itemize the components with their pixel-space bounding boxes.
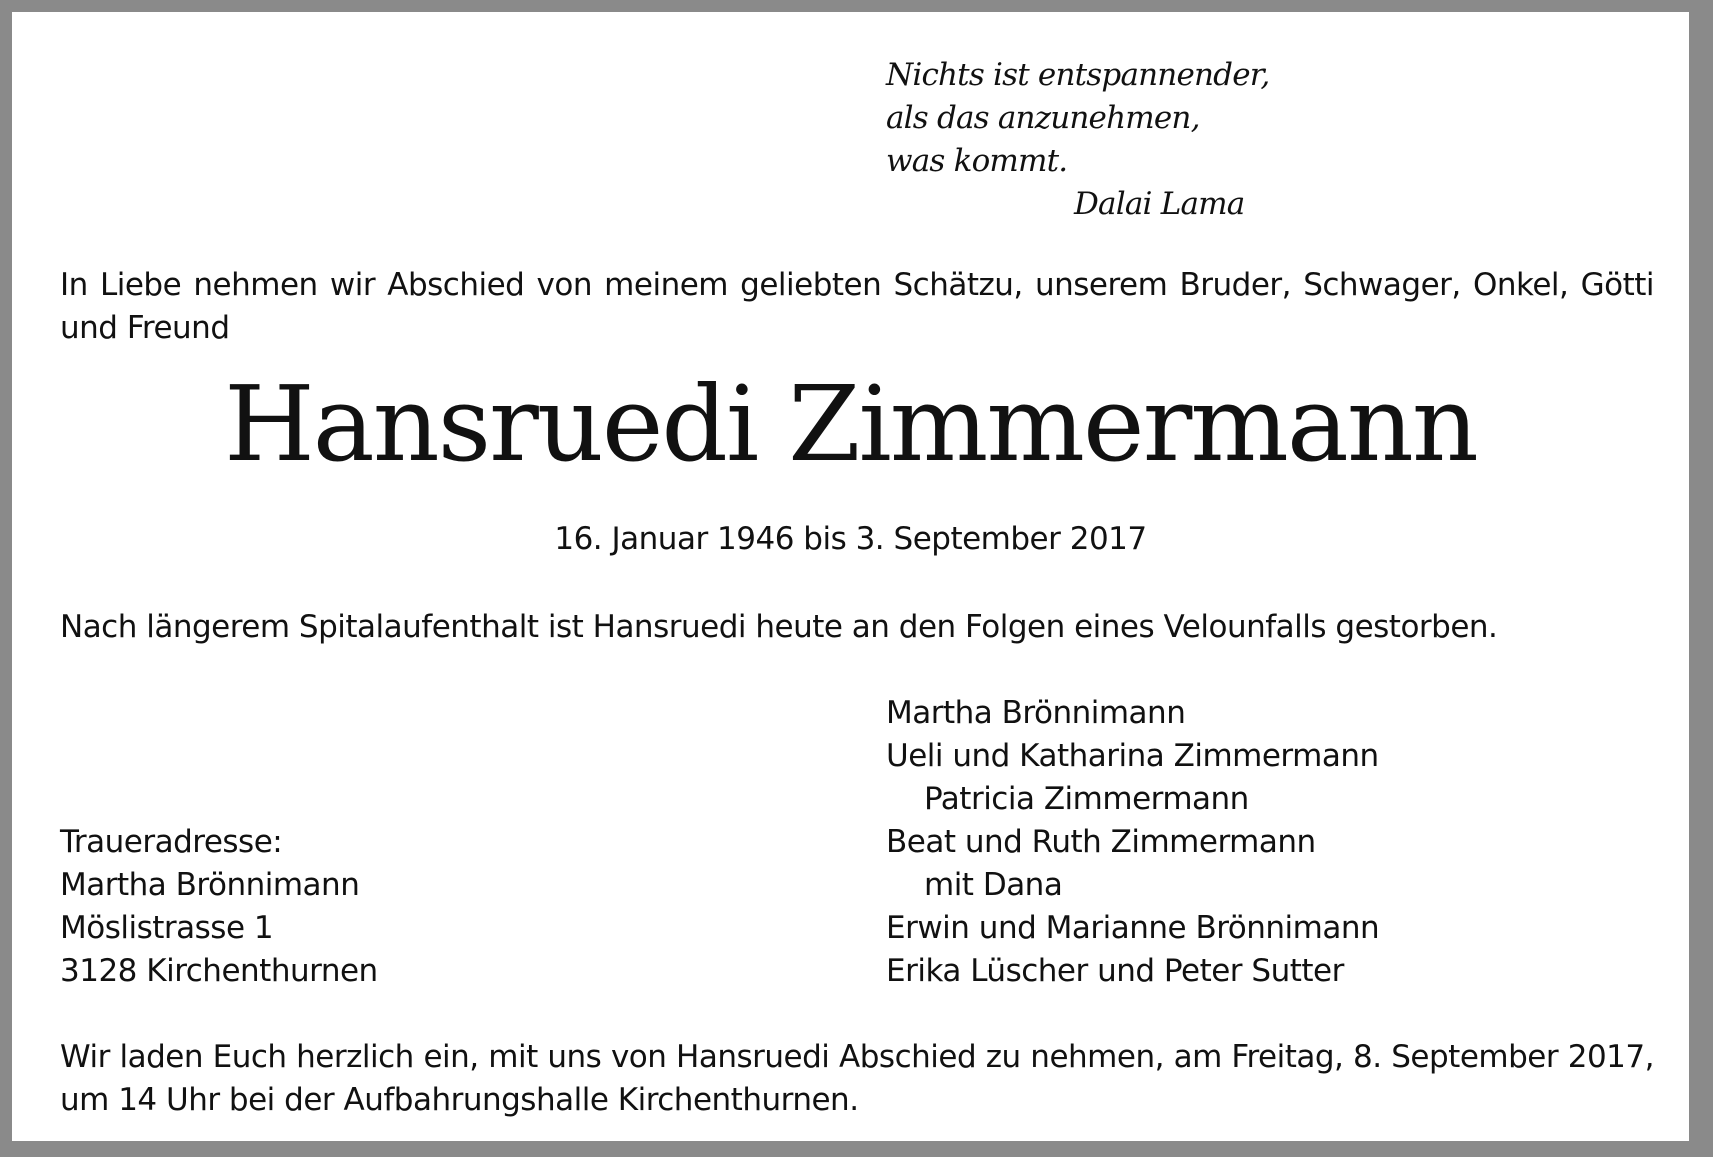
mourner: Patricia Zimmermann bbox=[924, 781, 1249, 817]
quote-line: Nichts ist entspannender, bbox=[886, 57, 1270, 93]
intro-text: In Liebe nehmen wir Abschied von meinem geliebten Schätzu, unserem Bruder, Schwager, Onkel, Götti und Freund bbox=[60, 267, 1654, 346]
quote bbox=[886, 54, 1286, 183]
quote-author: Dalai Lama bbox=[1074, 186, 1245, 222]
mourner: Beat und Ruth Zimmermann bbox=[886, 824, 1316, 860]
funeral-invitation bbox=[60, 1036, 1654, 1122]
mourner: Ueli und Katharina Zimmermann bbox=[886, 738, 1379, 774]
mourners-list bbox=[886, 692, 1666, 993]
mourner: Erwin und Marianne Brönnimann bbox=[886, 910, 1380, 946]
address-label: Traueradresse: bbox=[60, 824, 283, 860]
death-statement: Nach längerem Spitalaufenthalt ist Hansruedi heute an den Folgen eines Velounfalls gestorben. bbox=[60, 609, 1498, 645]
mourner: mit Dana bbox=[924, 867, 1063, 903]
invitation-line: um 14 Uhr bei der Aufbahrungshalle Kirchenthurnen. bbox=[60, 1082, 859, 1118]
address-city: 3128 Kirchenthurnen bbox=[60, 953, 378, 989]
quote-line: als das anzunehmen, bbox=[886, 100, 1200, 136]
invitation-line: Wir laden Euch herzlich ein, mit uns von Hansruedi Abschied zu nehmen, am Freitag, 8. September 2017, bbox=[60, 1039, 1654, 1075]
deceased-name: Hansruedi Zimmermann bbox=[224, 363, 1477, 485]
mourner: Erika Lüscher und Peter Sutter bbox=[886, 953, 1344, 989]
mourner: Martha Brönnimann bbox=[886, 695, 1186, 731]
address-street: Möslistrasse 1 bbox=[60, 910, 274, 946]
quote-line: was kommt. bbox=[886, 143, 1068, 179]
address-name: Martha Brönnimann bbox=[60, 867, 360, 903]
life-dates: 16. Januar 1946 bis 3. September 2017 bbox=[554, 521, 1147, 557]
mourning-address bbox=[60, 821, 660, 993]
obituary-notice bbox=[12, 12, 1689, 1141]
